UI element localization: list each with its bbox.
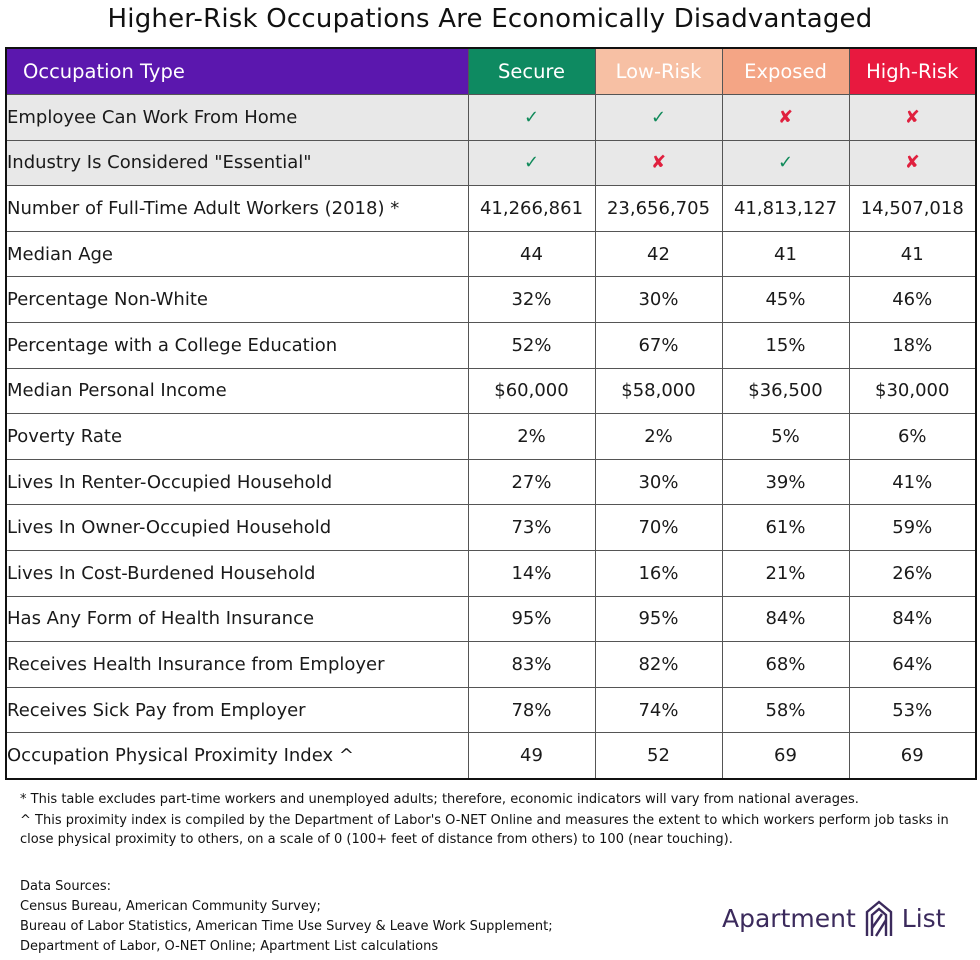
table-row: [6, 277, 976, 323]
cell-secure: 73%: [468, 505, 595, 551]
table-row: [6, 642, 976, 688]
cell-secure: 83%: [468, 642, 595, 688]
row-label: Industry Is Considered "Essential": [6, 140, 468, 186]
footnote-asterisk: * This table excludes part-time workers and unemployed adults; therefore, economic indicators will vary from national averages.: [20, 792, 859, 807]
row-label: Lives In Cost-Burdened Household: [6, 550, 468, 596]
table-row: [6, 186, 976, 232]
cross-icon: ✘: [849, 140, 976, 186]
header-low-risk: Low-Risk: [595, 48, 722, 95]
cell-high-risk: 41: [849, 231, 976, 277]
cell-low-risk: $58,000: [595, 368, 722, 414]
table-row: [6, 414, 976, 460]
row-label: Receives Sick Pay from Employer: [6, 687, 468, 733]
cross-icon: ✘: [595, 140, 722, 186]
source-line: Department of Labor, O-NET Online; Apartment List calculations: [20, 939, 439, 954]
cell-high-risk: 41%: [849, 459, 976, 505]
source-line: Bureau of Labor Statistics, American Time Use Survey & Leave Work Supplement;: [20, 919, 553, 934]
cell-low-risk: 30%: [595, 277, 722, 323]
footnote-caret: ^ This proximity index is compiled by the Department of Labor's O-NET Online and measures the extent to which workers perform job tasks in close physical proximity to others, on a scale of 0 (100+ feet of distance from others) to 100 (near touching).: [20, 813, 949, 847]
cross-icon: ✘: [849, 95, 976, 141]
cell-exposed: 68%: [722, 642, 849, 688]
logo-text-list: List: [901, 903, 946, 933]
cell-exposed: 45%: [722, 277, 849, 323]
cell-low-risk: 2%: [595, 414, 722, 460]
cell-exposed: 41: [722, 231, 849, 277]
cross-icon: ✘: [722, 95, 849, 141]
data-sources: [20, 877, 553, 957]
cell-secure: 49: [468, 733, 595, 779]
page-title: Higher-Risk Occupations Are Economically Disadvantaged: [107, 4, 873, 34]
cell-exposed: $36,500: [722, 368, 849, 414]
cell-low-risk: 70%: [595, 505, 722, 551]
cell-low-risk: 74%: [595, 687, 722, 733]
table-row: [6, 505, 976, 551]
cell-high-risk: 26%: [849, 550, 976, 596]
cell-secure: 95%: [468, 596, 595, 642]
cell-low-risk: 52: [595, 733, 722, 779]
table-row: [6, 368, 976, 414]
header-high-risk: High-Risk: [849, 48, 976, 95]
row-label: Employee Can Work From Home: [6, 95, 468, 141]
cell-exposed: 61%: [722, 505, 849, 551]
cell-high-risk: 6%: [849, 414, 976, 460]
cell-low-risk: 67%: [595, 322, 722, 368]
table-row: [6, 95, 976, 141]
cell-exposed: 15%: [722, 322, 849, 368]
row-label: Number of Full-Time Adult Workers (2018) *: [6, 186, 468, 232]
cell-high-risk: 46%: [849, 277, 976, 323]
table-row: [6, 140, 976, 186]
apartment-list-logo-icon: [862, 898, 896, 938]
check-icon: ✓: [595, 95, 722, 141]
table-row: [6, 733, 976, 779]
cell-secure: 52%: [468, 322, 595, 368]
cell-high-risk: 18%: [849, 322, 976, 368]
cell-secure: $60,000: [468, 368, 595, 414]
cell-low-risk: 16%: [595, 550, 722, 596]
cell-exposed: 58%: [722, 687, 849, 733]
row-label: Poverty Rate: [6, 414, 468, 460]
cell-high-risk: 64%: [849, 642, 976, 688]
cell-exposed: 69: [722, 733, 849, 779]
logo-text-apartment: Apartment: [722, 903, 856, 933]
row-label: Percentage with a College Education: [6, 322, 468, 368]
cell-high-risk: 69: [849, 733, 976, 779]
cell-exposed: 21%: [722, 550, 849, 596]
cell-secure: 44: [468, 231, 595, 277]
footnotes: [20, 790, 960, 851]
cell-secure: 41,266,861: [468, 186, 595, 232]
sources-heading: Data Sources:: [20, 879, 111, 894]
source-line: Census Bureau, American Community Survey;: [20, 899, 321, 914]
table-row: [6, 687, 976, 733]
cell-secure: 27%: [468, 459, 595, 505]
cell-high-risk: 59%: [849, 505, 976, 551]
row-label: Percentage Non-White: [6, 277, 468, 323]
row-label: Has Any Form of Health Insurance: [6, 596, 468, 642]
cell-high-risk: 14,507,018: [849, 186, 976, 232]
header-exposed: Exposed: [722, 48, 849, 95]
cell-high-risk: 84%: [849, 596, 976, 642]
table-row: [6, 596, 976, 642]
table-body: [6, 95, 976, 779]
comparison-table: [5, 47, 977, 780]
cell-low-risk: 82%: [595, 642, 722, 688]
check-icon: ✓: [722, 140, 849, 186]
cell-secure: 78%: [468, 687, 595, 733]
cell-low-risk: 23,656,705: [595, 186, 722, 232]
check-icon: ✓: [468, 95, 595, 141]
row-label: Lives In Owner-Occupied Household: [6, 505, 468, 551]
header-secure: Secure: [468, 48, 595, 95]
row-label: Median Personal Income: [6, 368, 468, 414]
row-label: Median Age: [6, 231, 468, 277]
cell-exposed: 5%: [722, 414, 849, 460]
row-label: Receives Health Insurance from Employer: [6, 642, 468, 688]
cell-exposed: 41,813,127: [722, 186, 849, 232]
table-row: [6, 550, 976, 596]
cell-low-risk: 95%: [595, 596, 722, 642]
table-row: [6, 459, 976, 505]
row-label: Occupation Physical Proximity Index ^: [6, 733, 468, 779]
cell-exposed: 39%: [722, 459, 849, 505]
cell-high-risk: $30,000: [849, 368, 976, 414]
cell-low-risk: 42: [595, 231, 722, 277]
table-header-row: [6, 48, 976, 95]
check-icon: ✓: [468, 140, 595, 186]
cell-high-risk: 53%: [849, 687, 976, 733]
cell-secure: 2%: [468, 414, 595, 460]
row-label: Lives In Renter-Occupied Household: [6, 459, 468, 505]
apartment-list-logo: [722, 898, 945, 938]
header-occupation-type: Occupation Type: [6, 48, 468, 95]
cell-exposed: 84%: [722, 596, 849, 642]
cell-secure: 14%: [468, 550, 595, 596]
cell-low-risk: 30%: [595, 459, 722, 505]
cell-secure: 32%: [468, 277, 595, 323]
table-row: [6, 231, 976, 277]
table-row: [6, 322, 976, 368]
